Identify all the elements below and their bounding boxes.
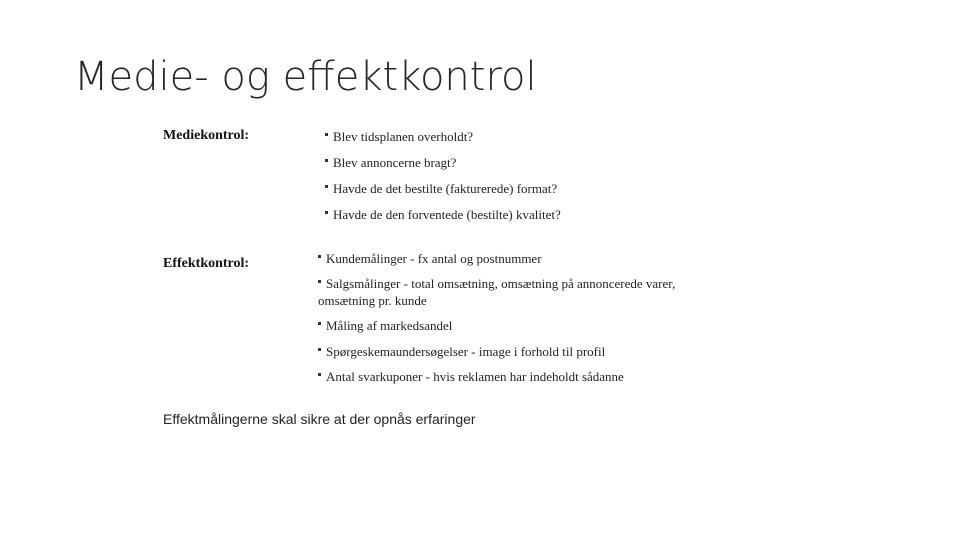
- bullet-icon: [318, 255, 321, 258]
- effektkontrol-item: Kundemålinger - fx antal og postnummer: [318, 250, 542, 267]
- footer-note: Effektmålingerne skal sikre at der opnås erfaringer: [163, 411, 476, 427]
- mediekontrol-item: Havde de den forventede (bestilte) kvalitet?: [325, 206, 561, 223]
- bullet-icon: [325, 211, 328, 214]
- mediekontrol-label: Mediekontrol:: [163, 128, 250, 143]
- bullet-icon: [325, 185, 328, 188]
- effektkontrol-item: Antal svarkuponer - hvis reklamen har indeholdt sådanne: [318, 368, 624, 385]
- bullet-icon: [318, 280, 321, 283]
- bullet-icon: [318, 348, 321, 351]
- bullet-icon: [318, 322, 321, 325]
- mediekontrol-item: Blev tidsplanen overholdt?: [325, 128, 473, 145]
- bullet-icon: [325, 159, 328, 162]
- bullet-icon: [318, 373, 321, 376]
- mediekontrol-item: Havde de det bestilte (fakturerede) format?: [325, 180, 557, 197]
- slide-title: Medie- og effektkontrol: [74, 54, 537, 100]
- effektkontrol-item: Måling af markedsandel: [318, 317, 452, 334]
- mediekontrol-item: Blev annoncerne bragt?: [325, 154, 456, 171]
- bullet-icon: [325, 133, 328, 136]
- effektkontrol-item: Spørgeskemaundersøgelser - image i forhold til profil: [318, 343, 605, 360]
- effektkontrol-item: Salgsmålinger - total omsætning, omsætning på annoncerede varer, omsætning pr. kunde: [318, 276, 676, 308]
- effektkontrol-label: Effektkontrol:: [163, 256, 250, 271]
